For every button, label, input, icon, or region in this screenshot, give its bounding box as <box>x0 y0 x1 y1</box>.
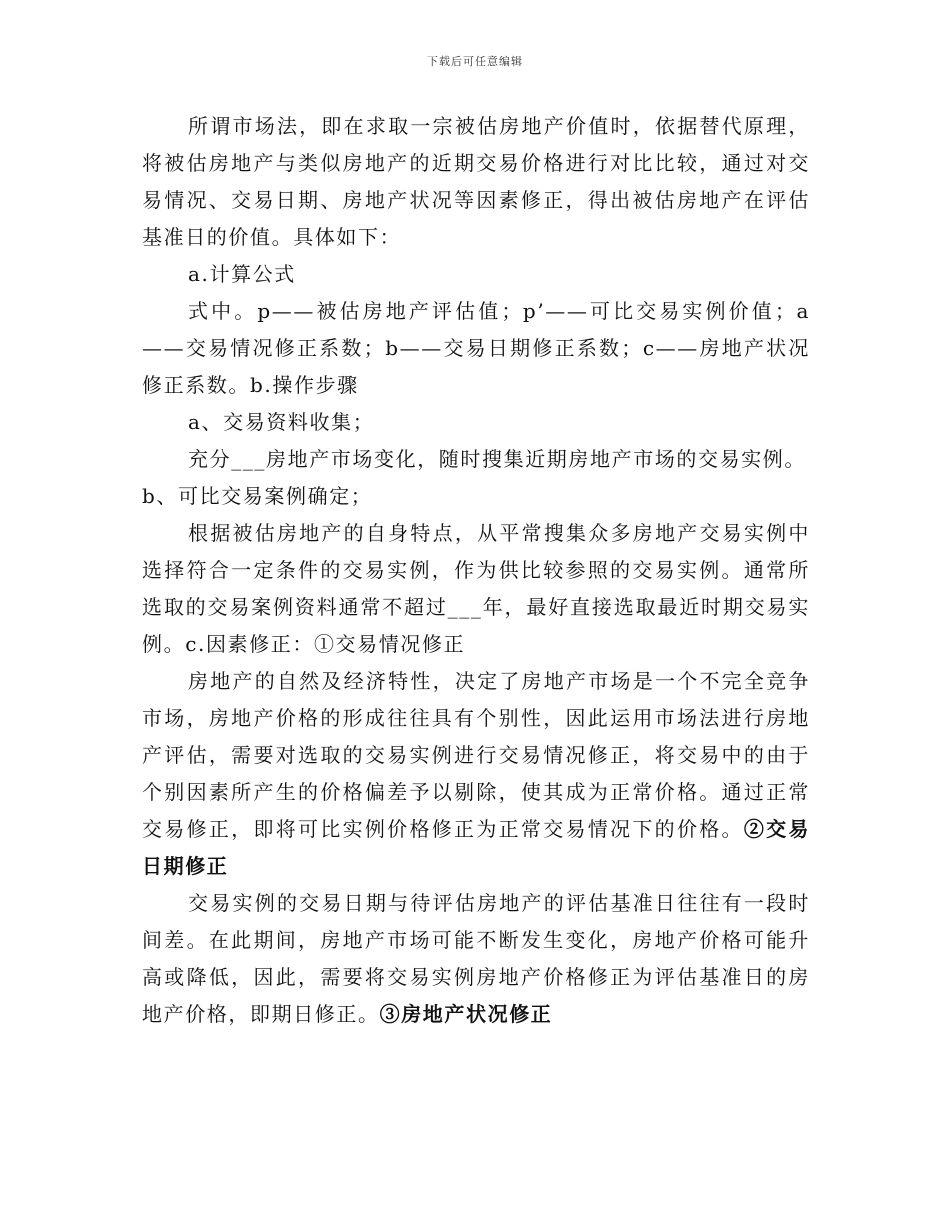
paragraph-collect-detail: 充分___房地产市场变化，随时搜集近期房地产市场的交易实例。 <box>188 447 806 471</box>
paragraph-date-correction <box>142 885 810 1033</box>
page-header: 下载后可任意编辑 <box>427 55 523 68</box>
paragraph-step-comparable: b、可比交易案例确定； <box>142 484 373 508</box>
paragraph-intro: 所谓市场法，即在求取一宗被估房地产价值时，依据替代原理，将被估房地产与类似房地产的近期交易价格进行对比比较，通过对交易情况、交易日期、房地产状况等因素修正，得出被估房地产在评估基准日的价值。具体如下： <box>142 114 810 249</box>
date-correction-text: 交易实例的交易日期与待评估房地产的评估基准日往往有一段时间差。在此期间，房地产市场可能不断发生变化，房地产价格可能升高或降低，因此，需要将交易实例房地产价格修正为评估基准日的房地产价格，即期日修正。 <box>142 891 810 1026</box>
paragraph-step-collect: a、交易资料收集； <box>188 410 375 434</box>
paragraph-transaction-correction <box>142 663 810 885</box>
paragraph-formula-heading: a.计算公式 <box>188 262 296 286</box>
property-condition-heading: ③房地产状况修正 <box>379 1002 553 1026</box>
transaction-correction-text: 房地产的自然及经济特性，决定了房地产市场是一个不完全竞争市场，房地产价格的形成往往具有个别性，因此运用市场法进行房地产评估，需要对选取的交易实例进行交易情况修正，将交易中的由于个别因素所产生的价格偏差予以剔除，使其成为正常价格。通过正常交易修正，即将可比实例价格修正为正常交易情况下的价格。 <box>142 669 810 841</box>
date-correction-heading: ②交易日期修正 <box>142 817 810 878</box>
document-body <box>142 108 810 1033</box>
paragraph-comparable-detail: 根据被估房地产的自身特点，从平常搜集众多房地产交易实例中选择符合一定条件的交易实例，作为供比较参照的交易实例。通常所选取的交易案例资料通常不超过___年，最好直接选取最近时期交易实例。c.因素修正：①交易情况修正 <box>142 521 810 656</box>
paragraph-formula-legend: 式中。p——被估房地产评估值；p’——可比交易实例价值；a——交易情况修正系数；b——交易日期修正系数；c——房地产状况修正系数。b.操作步骤 <box>142 299 810 397</box>
